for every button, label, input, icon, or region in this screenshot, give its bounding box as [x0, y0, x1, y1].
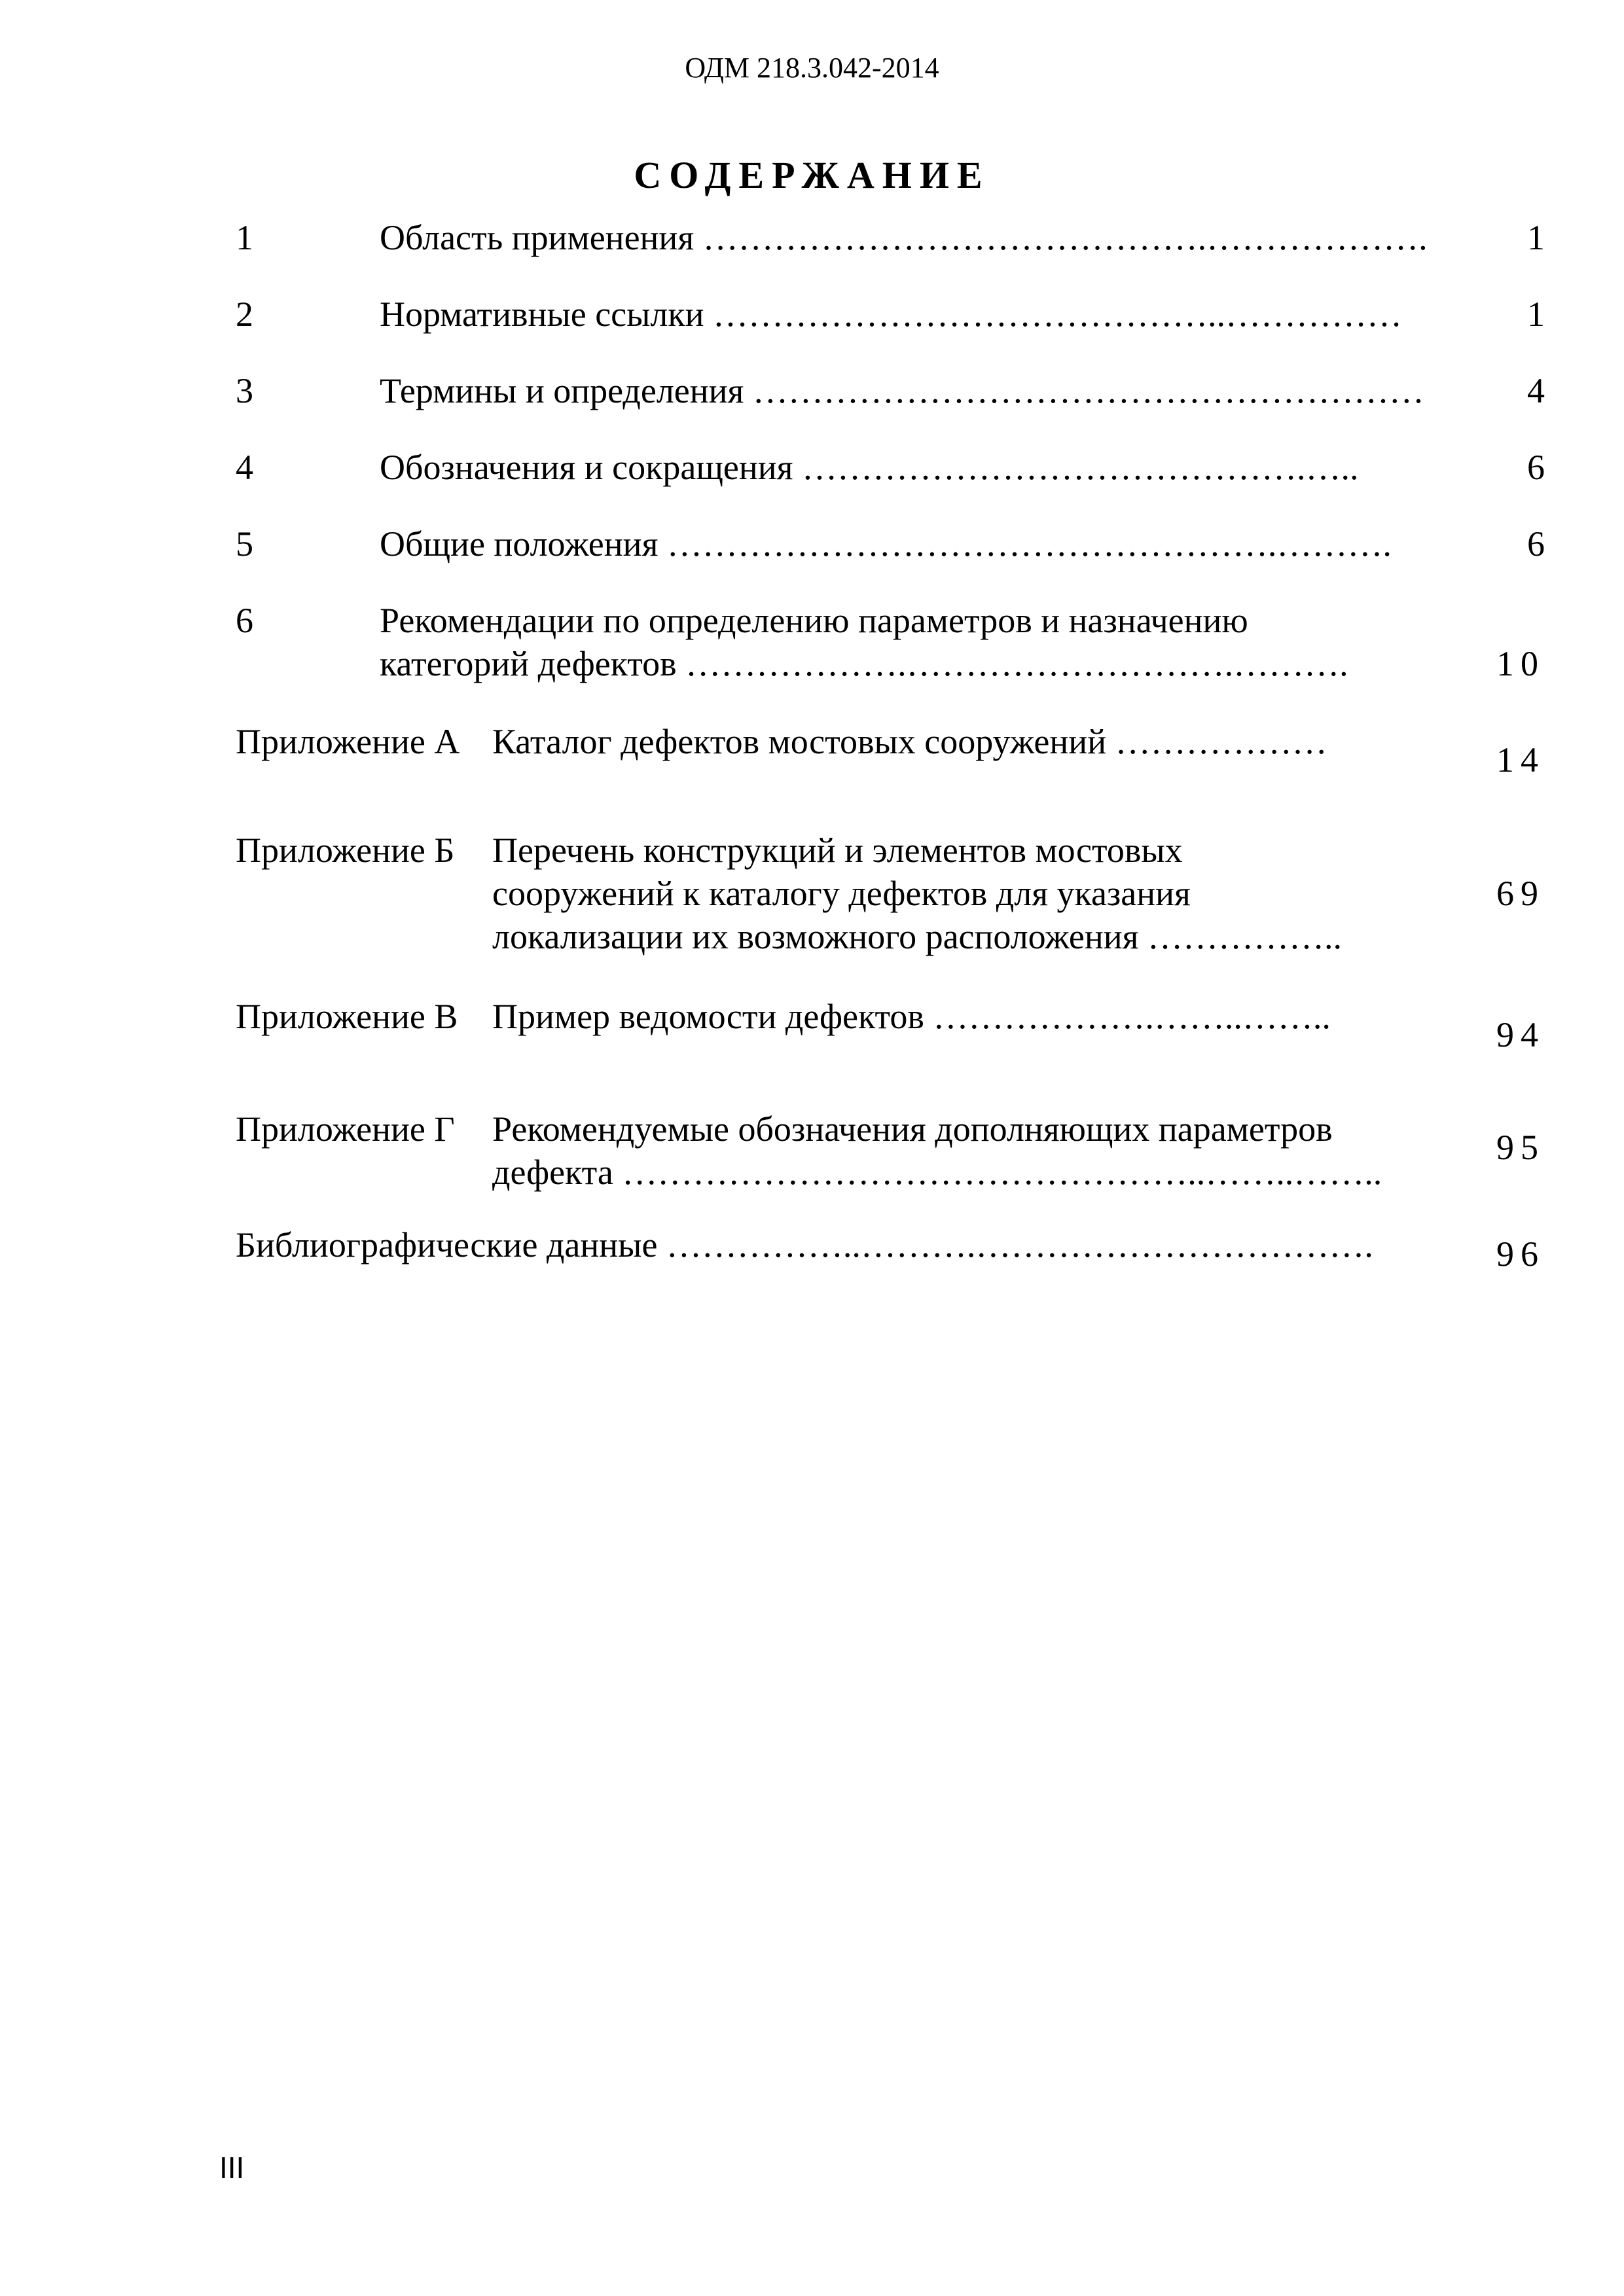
appendix-label: Приложение А — [236, 722, 460, 761]
entry-title: Обозначения и сокращения …………………………………….….. — [380, 448, 1359, 487]
appendix-label: Приложение Б — [236, 831, 455, 870]
page-number: III — [219, 2151, 245, 2185]
appendix-label: Приложение Г — [236, 1109, 455, 1149]
bibliography-title: Библиографические данные ……………..……….……………………………. — [236, 1225, 1373, 1265]
entry-number: 5 — [236, 524, 253, 564]
appendix-title-line: локализации их возможного расположения …………….. — [492, 917, 1343, 956]
entry-number: 4 — [236, 448, 253, 487]
entry-title: Общие положения …………………………………………….………. — [380, 524, 1392, 564]
toc-title: СОДЕРЖАНИЕ — [634, 154, 990, 196]
entry-number: 2 — [236, 295, 253, 334]
appendix-label: Приложение В — [236, 997, 458, 1036]
entry-number: 3 — [236, 371, 253, 410]
appendix-title: Каталог дефектов мостовых сооружений ……………… — [492, 722, 1327, 761]
entry-page: 10 — [1496, 644, 1545, 683]
appendix-title — [492, 829, 1342, 958]
entry-title-line: Рекомендации по определению параметров и назначению — [380, 601, 1248, 640]
entry-title: Термины и определения ………………………………………………… — [380, 371, 1424, 410]
appendix-title-line: сооружений к каталогу дефектов для указания — [492, 874, 1191, 913]
entry-page: 94 — [1496, 1015, 1545, 1054]
entry-title-line: категорий дефектов ……………….……………………….………. — [380, 644, 1348, 683]
entry-page: 6 — [1527, 448, 1545, 487]
entry-title: Нормативные ссылки ……………………………………..…………… — [380, 295, 1402, 334]
entry-title: Область применения …………………………………….………………. — [380, 218, 1428, 257]
appendix-title-line: Рекомендуемые обозначения дополняющих параметров — [492, 1109, 1333, 1149]
appendix-title: Пример ведомости дефектов ……………….……..…….. — [492, 997, 1331, 1036]
entry-page: 14 — [1496, 740, 1545, 780]
entry-page: 1 — [1527, 295, 1545, 334]
document-code: ОДМ 218.3.042-2014 — [685, 52, 939, 84]
appendix-title — [492, 1107, 1382, 1194]
entry-page: 6 — [1527, 524, 1545, 564]
appendix-title-line: Перечень конструкций и элементов мостовых — [492, 831, 1183, 870]
entry-page: 1 — [1527, 218, 1545, 257]
entry-number: 6 — [236, 601, 253, 640]
entry-title — [380, 599, 1348, 685]
entry-page: 4 — [1527, 371, 1545, 410]
entry-number: 1 — [236, 218, 253, 257]
entry-page: 69 — [1496, 874, 1545, 913]
entry-page: 95 — [1496, 1128, 1545, 1167]
entry-page: 96 — [1496, 1234, 1545, 1274]
appendix-title-line: дефекта …………………………………………..……..…….. — [492, 1153, 1382, 1192]
